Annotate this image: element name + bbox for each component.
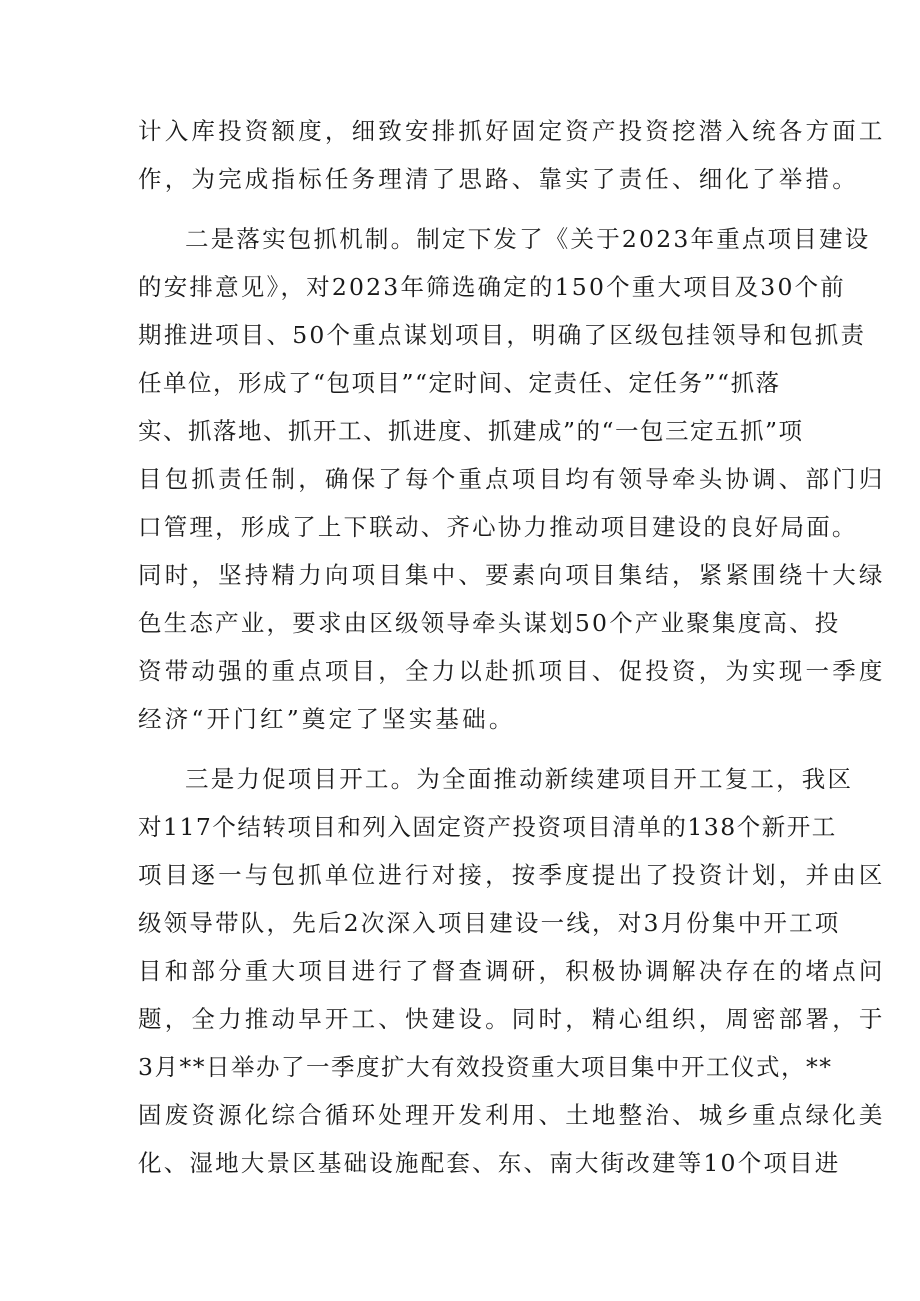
text-line: 目包抓责任制，确保了每个重点项目均有领导牵头协调、部门归 (138, 465, 886, 493)
text-line: 项目逐一与包抓单位进行对接，按季度提出了投资计划，并由区 (138, 861, 886, 889)
text-line: 3月**日举办了一季度扩大有效投资重大项目集中开工仪式，** (138, 1053, 833, 1081)
text-line: 口管理，形成了上下联动、齐心协力推动项目建设的良好局面。 (138, 513, 858, 541)
text-line: 期推进项目、50个重点谋划项目，明确了区级包挂领导和包抓责 (138, 321, 867, 349)
text-line: 固废资源化综合循环处理开发利用、土地整治、城乡重点绿化美 (138, 1101, 886, 1129)
text-line: 题，全力推动早开工、快建设。同时，精心组织，周密部署，于 (138, 1005, 886, 1033)
text-line: 实、抓落地、抓开工、抓进度、抓建成”的“一包三定五抓”项 (138, 417, 804, 445)
text-line: 三是力促项目开工。为全面推动新续建项目开工复工，我区 (185, 765, 854, 793)
text-line: 经济“开门红”奠定了坚实基础。 (138, 705, 516, 733)
text-line: 计入库投资额度，细致安排抓好固定资产投资挖潜入统各方面工 (138, 117, 886, 145)
text-line: 对117个结转项目和列入固定资产投资项目清单的138个新开工 (138, 813, 837, 841)
text-line: 作，为完成指标任务理清了思路、靠实了责任、细化了举措。 (138, 165, 859, 193)
text-line: 级领导带队，先后2次深入项目建设一线，对3月份集中开工项 (138, 909, 841, 937)
text-line: 同时，坚持精力向项目集中、要素向项目集结，紧紧围绕十大绿 (138, 561, 886, 589)
text-line: 色生态产业，要求由区级领导牵头谋划50个产业聚集度高、投 (138, 609, 841, 637)
text-line: 二是落实包抓机制。制定下发了《关于2023年重点项目建设 (185, 225, 871, 253)
text-line: 化、湿地大景区基础设施配套、东、南大街改建等10个项目进 (138, 1149, 841, 1177)
text-line: 任单位，形成了“包项目”“定时间、定责任、定任务”“抓落 (138, 369, 781, 397)
text-line: 目和部分重大项目进行了督查调研，积极协调解决存在的堵点问 (138, 957, 886, 985)
text-line: 的安排意见》，对2023年筛选确定的150个重大项目及30个前 (138, 273, 847, 301)
text-line: 资带动强的重点项目，全力以赴抓项目、促投资，为实现一季度 (138, 657, 886, 685)
